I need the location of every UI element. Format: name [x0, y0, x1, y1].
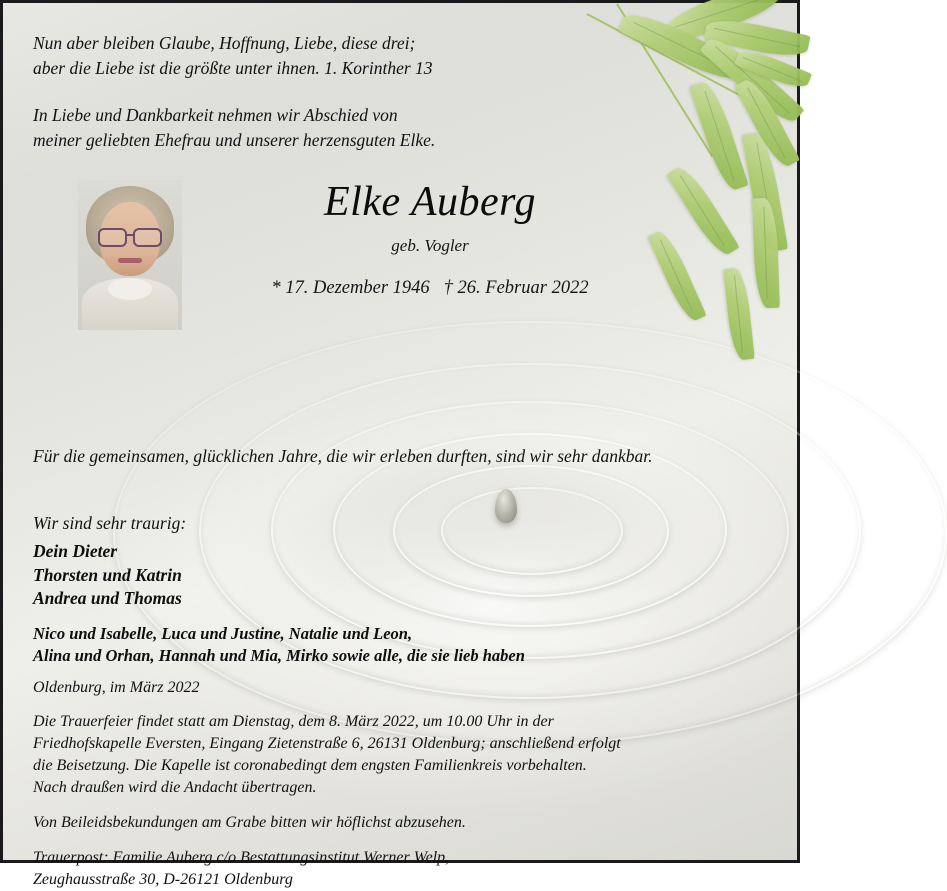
mourner-line: Alina und Orhan, Hannah und Mia, Mirko sowie alle, die sie lieb haben — [33, 645, 525, 665]
mourners-list — [33, 540, 767, 610]
condolence-note: Von Beileidsbekundungen am Grabe bitten wir höflichst abzusehen. — [33, 814, 466, 832]
ceremony-line: die Beisetzung. Die Kapelle ist coronabedingt dem engsten Familienkreis vorbehalten. — [33, 757, 587, 775]
birth-date: * 17. Dezember 1946 — [271, 278, 430, 299]
mourner-line: Andrea und Thomas — [33, 588, 182, 609]
portrait-photo — [78, 180, 182, 330]
name-and-portrait-area — [33, 178, 767, 358]
mourner-line: Thorsten und Katrin — [33, 564, 182, 585]
mail-line: Trauerpost: Familie Auberg c/o Bestattungsinstitut Werner Welp, — [33, 849, 450, 867]
ceremony-details — [33, 711, 767, 799]
mourner-line: Nico und Isabelle, Luca und Justine, Natalie und Leon, — [33, 623, 413, 643]
ceremony-line: Die Trauerfeier findet statt am Dienstag, dem 8. März 2022, um 10.00 Uhr in der — [33, 712, 554, 730]
obituary-content — [3, 3, 797, 891]
ceremony-line: Nach draußen wird die Andacht übertragen. — [33, 779, 317, 797]
mourner-line: Dein Dieter — [33, 541, 118, 562]
portrait-glasses — [98, 228, 162, 244]
mourning-mail-address — [33, 847, 767, 891]
portrait-mouth — [118, 258, 142, 263]
intro-line: meiner geliebten Ehefrau und unserer herzensguten Elke. — [33, 129, 436, 150]
verse-line: aber die Liebe ist die größte unter ihnen. 1. Korinther 13 — [33, 57, 433, 78]
verse-line: Nun aber bleiben Glaube, Hoffnung, Liebe, diese drei; — [33, 33, 416, 53]
introduction-text — [33, 103, 767, 153]
place-and-date: Oldenburg, im März 2022 — [33, 678, 200, 696]
maiden-name: geb. Vogler — [391, 236, 469, 256]
thanks-text: Für die gemeinsamen, glücklichen Jahre, die wir erleben durften, sind wir sehr dankbar. — [33, 446, 653, 467]
intro-line: In Liebe und Dankbarkeit nehmen wir Abschied von — [33, 104, 398, 125]
ceremony-line: Friedhofskapelle Eversten, Eingang Zietenstraße 6, 26131 Oldenburg; anschließend erfolgt — [33, 734, 621, 752]
deceased-name: Elke Auberg — [324, 179, 536, 226]
bible-verse — [33, 31, 767, 81]
extended-mourners-list — [33, 623, 767, 667]
mourning-heading: Wir sind sehr traurig: — [33, 513, 187, 534]
life-dates — [93, 278, 767, 299]
death-date: † 26. Februar 2022 — [443, 278, 589, 299]
mail-line: Zeughausstraße 30, D-26121 Oldenburg — [33, 871, 293, 889]
